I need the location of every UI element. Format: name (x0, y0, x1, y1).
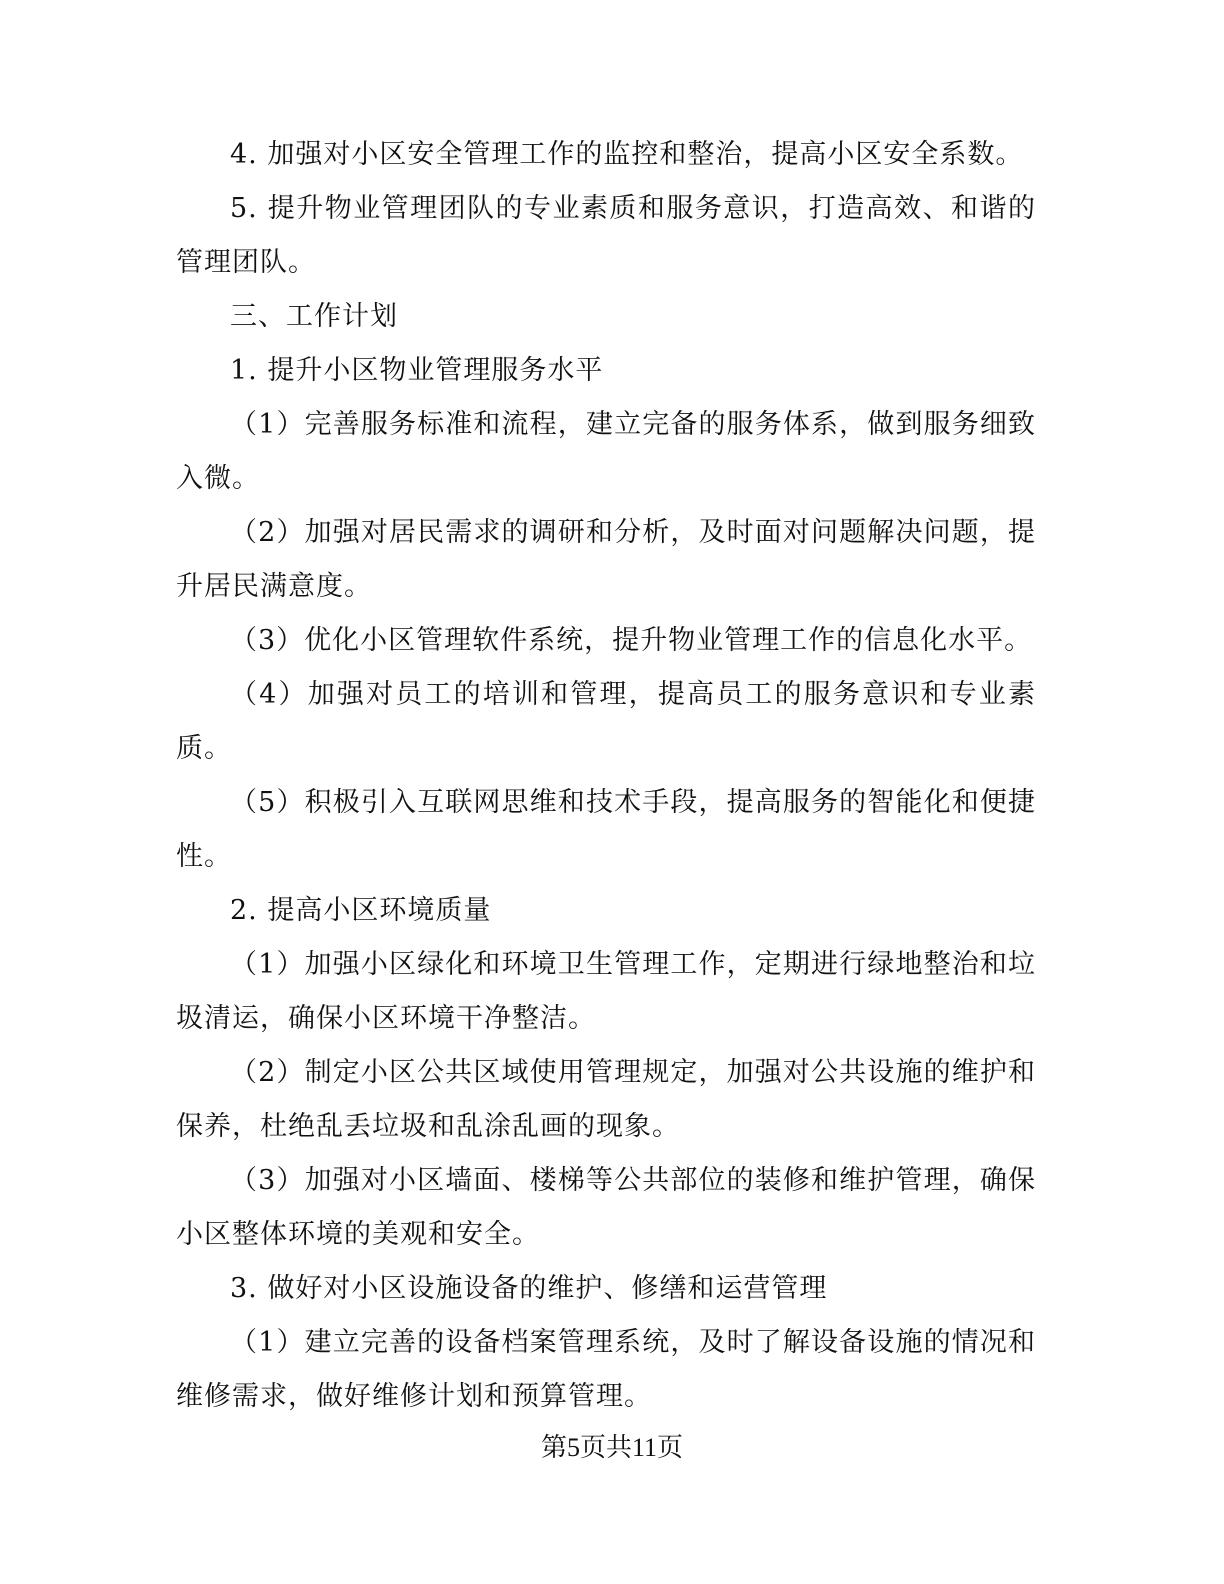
paragraph-1-1: （1）完善服务标准和流程，建立完备的服务体系，做到服务细致入微。 (176, 409, 1036, 494)
document-body (176, 128, 1036, 1424)
paragraph-1-3: （3）优化小区管理软件系统，提升物业管理工作的信息化水平。 (230, 625, 1033, 656)
subheading-2: 2. 提高小区环境质量 (230, 895, 492, 926)
paragraph-item-5: 5. 提升物业管理团队的专业素质和服务意识，打造高效、和谐的管理团队。 (176, 193, 1036, 278)
paragraph-3-1: （1）建立完善的设备档案管理系统，及时了解设备设施的情况和维修需求，做好维修计划和预算管理。 (176, 1327, 1036, 1412)
paragraph-2-1: （1）加强小区绿化和环境卫生管理工作，定期进行绿地整治和垃圾清运，确保小区环境干净整洁。 (176, 949, 1036, 1034)
section-heading-work-plan: 三、工作计划 (230, 301, 398, 332)
subheading-3: 3. 做好对小区设施设备的维护、修缮和运营管理 (230, 1273, 828, 1304)
page-number-footer: 第5页共11页 (540, 1433, 684, 1462)
paragraph-1-5: （5）积极引入互联网思维和技术手段，提高服务的智能化和便捷性。 (176, 787, 1036, 872)
paragraph-2-3: （3）加强对小区墙面、楼梯等公共部位的装修和维护管理，确保小区整体环境的美观和安全。 (176, 1165, 1036, 1250)
subheading-1: 1. 提升小区物业管理服务水平 (230, 355, 604, 386)
paragraph-1-2: （2）加强对居民需求的调研和分析，及时面对问题解决问题，提升居民满意度。 (176, 517, 1036, 602)
paragraph-2-2: （2）制定小区公共区域使用管理规定，加强对公共设施的维护和保养，杜绝乱丢垃圾和乱涂乱画的现象。 (176, 1057, 1036, 1142)
paragraph-item-4: 4. 加强对小区安全管理工作的监控和整治，提高小区安全系数。 (230, 139, 1024, 170)
paragraph-1-4: （4）加强对员工的培训和管理，提高员工的服务意识和专业素质。 (176, 679, 1036, 764)
